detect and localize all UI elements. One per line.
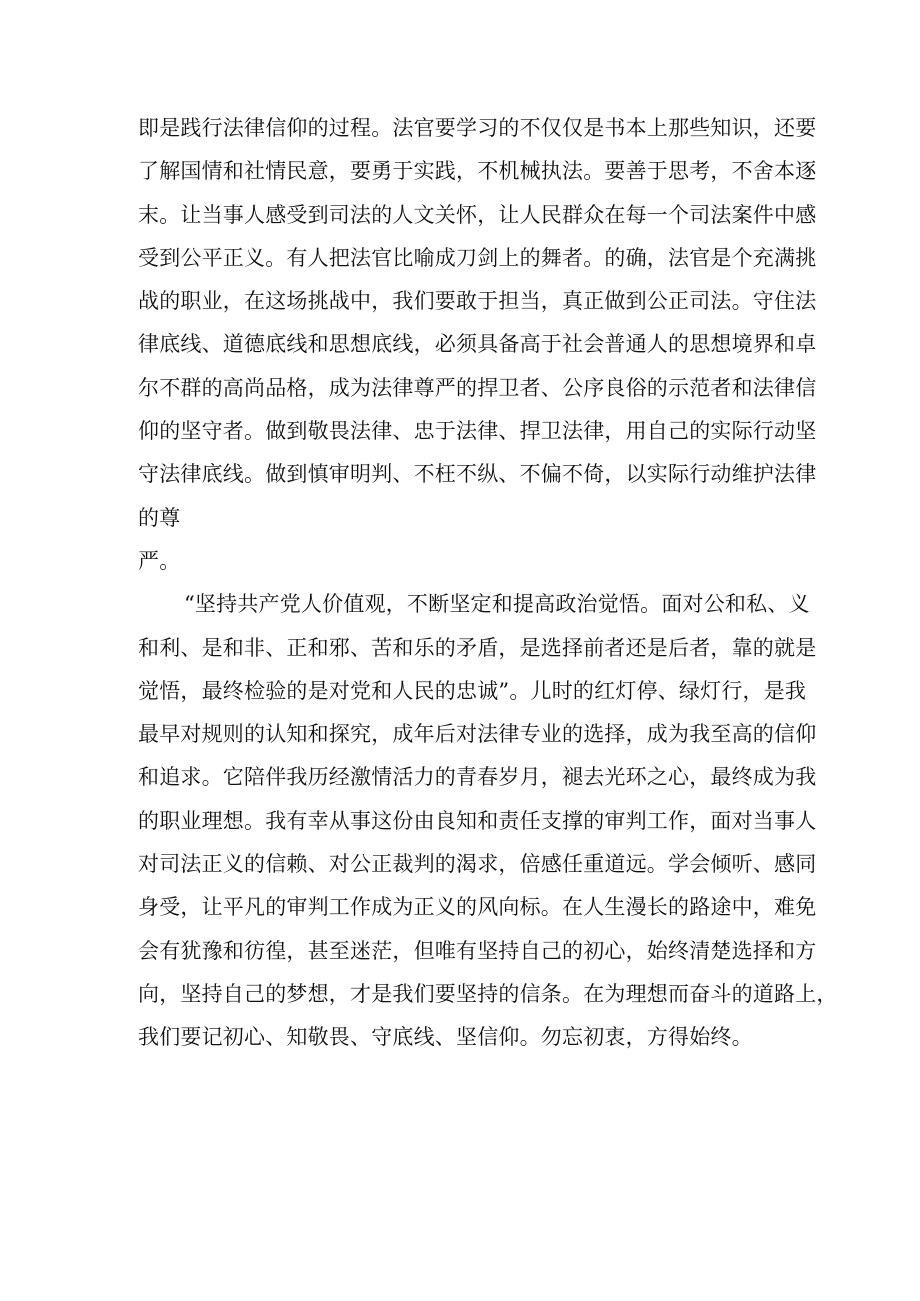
paragraph-line: 尔不群的高尚品格，成为法律尊严的捍卫者、公序良俗的示范者和法律信 [138, 375, 817, 400]
paragraph-line: 严。 [138, 548, 181, 573]
paragraph-line: 即是践行法律信仰的过程。法官要学习的不仅仅是书本上那些知识，还要 [138, 116, 817, 140]
paragraph-line: 身受，让平凡的审判工作成为正义的风向标。在人生漫长的路途中，难免 [138, 895, 817, 920]
paragraph-line: “坚持共产党人价值观，不断坚定和提高政治觉悟。面对公和私、义 [184, 592, 810, 617]
paragraph-line: 向，坚持自己的梦想，才是我们要坚持的信条。在为理想而奋斗的道路上， [138, 981, 838, 1006]
paragraph-line: 仰的坚守者。做到敬畏法律、忠于法律、捍卫法律，用自己的实际行动坚 [138, 419, 817, 444]
paragraph-line: 了解国情和社情民意，要勇于实践，不机械执法。要善于思考，不舍本逐 [138, 159, 817, 184]
paragraph-1 [138, 107, 817, 583]
paragraph-line: 会有犹豫和彷徨，甚至迷茫，但唯有坚持自己的初心，始终清楚选择和方 [138, 938, 817, 963]
paragraph-line: 守法律底线。做到慎审明判、不枉不纵、不偏不倚，以实际行动维护法律 [138, 462, 817, 487]
paragraph-2 [138, 583, 838, 1059]
paragraph-line: 觉悟，最终检验的是对党和人民的忠诚”。儿时的红灯停、绿灯行，是我 [138, 678, 807, 703]
paragraph-line: 末。让当事人感受到司法的人文关怀，让人民群众在每一个司法案件中感 [138, 202, 817, 227]
paragraph-line: 和追求。它陪伴我历经激情活力的青春岁月，褪去光环之心，最终成为我 [138, 765, 817, 790]
paragraph-line: 对司法正义的信赖、对公正裁判的渴求，倍感任重道远。学会倾听、感同 [138, 852, 817, 877]
paragraph-line: 的职业理想。我有幸从事这份由良知和责任支撑的审判工作，面对当事人 [138, 808, 817, 833]
paragraph-line: 最早对规则的认知和探究，成年后对法律专业的选择，成为我至高的信仰 [138, 722, 817, 747]
paragraph-line: 和利、是和非、正和邪、苦和乐的矛盾，是选择前者还是后者，靠的就是 [138, 635, 817, 660]
paragraph-line: 我们要记初心、知敬畏、守底线、坚信仰。勿忘初衷，方得始终。 [138, 1025, 753, 1050]
paragraph-line: 的尊 [138, 505, 181, 530]
document-body [138, 107, 838, 1060]
paragraph-line: 律底线、道德底线和思想底线，必须具备高于社会普通人的思想境界和卓 [138, 332, 817, 357]
paragraph-line: 战的职业，在这场挑战中，我们要敢于担当，真正做到公正司法。守住法 [138, 289, 817, 314]
paragraph-line: 受到公平正义。有人把法官比喻成刀剑上的舞者。的确，法官是个充满挑 [138, 245, 817, 270]
